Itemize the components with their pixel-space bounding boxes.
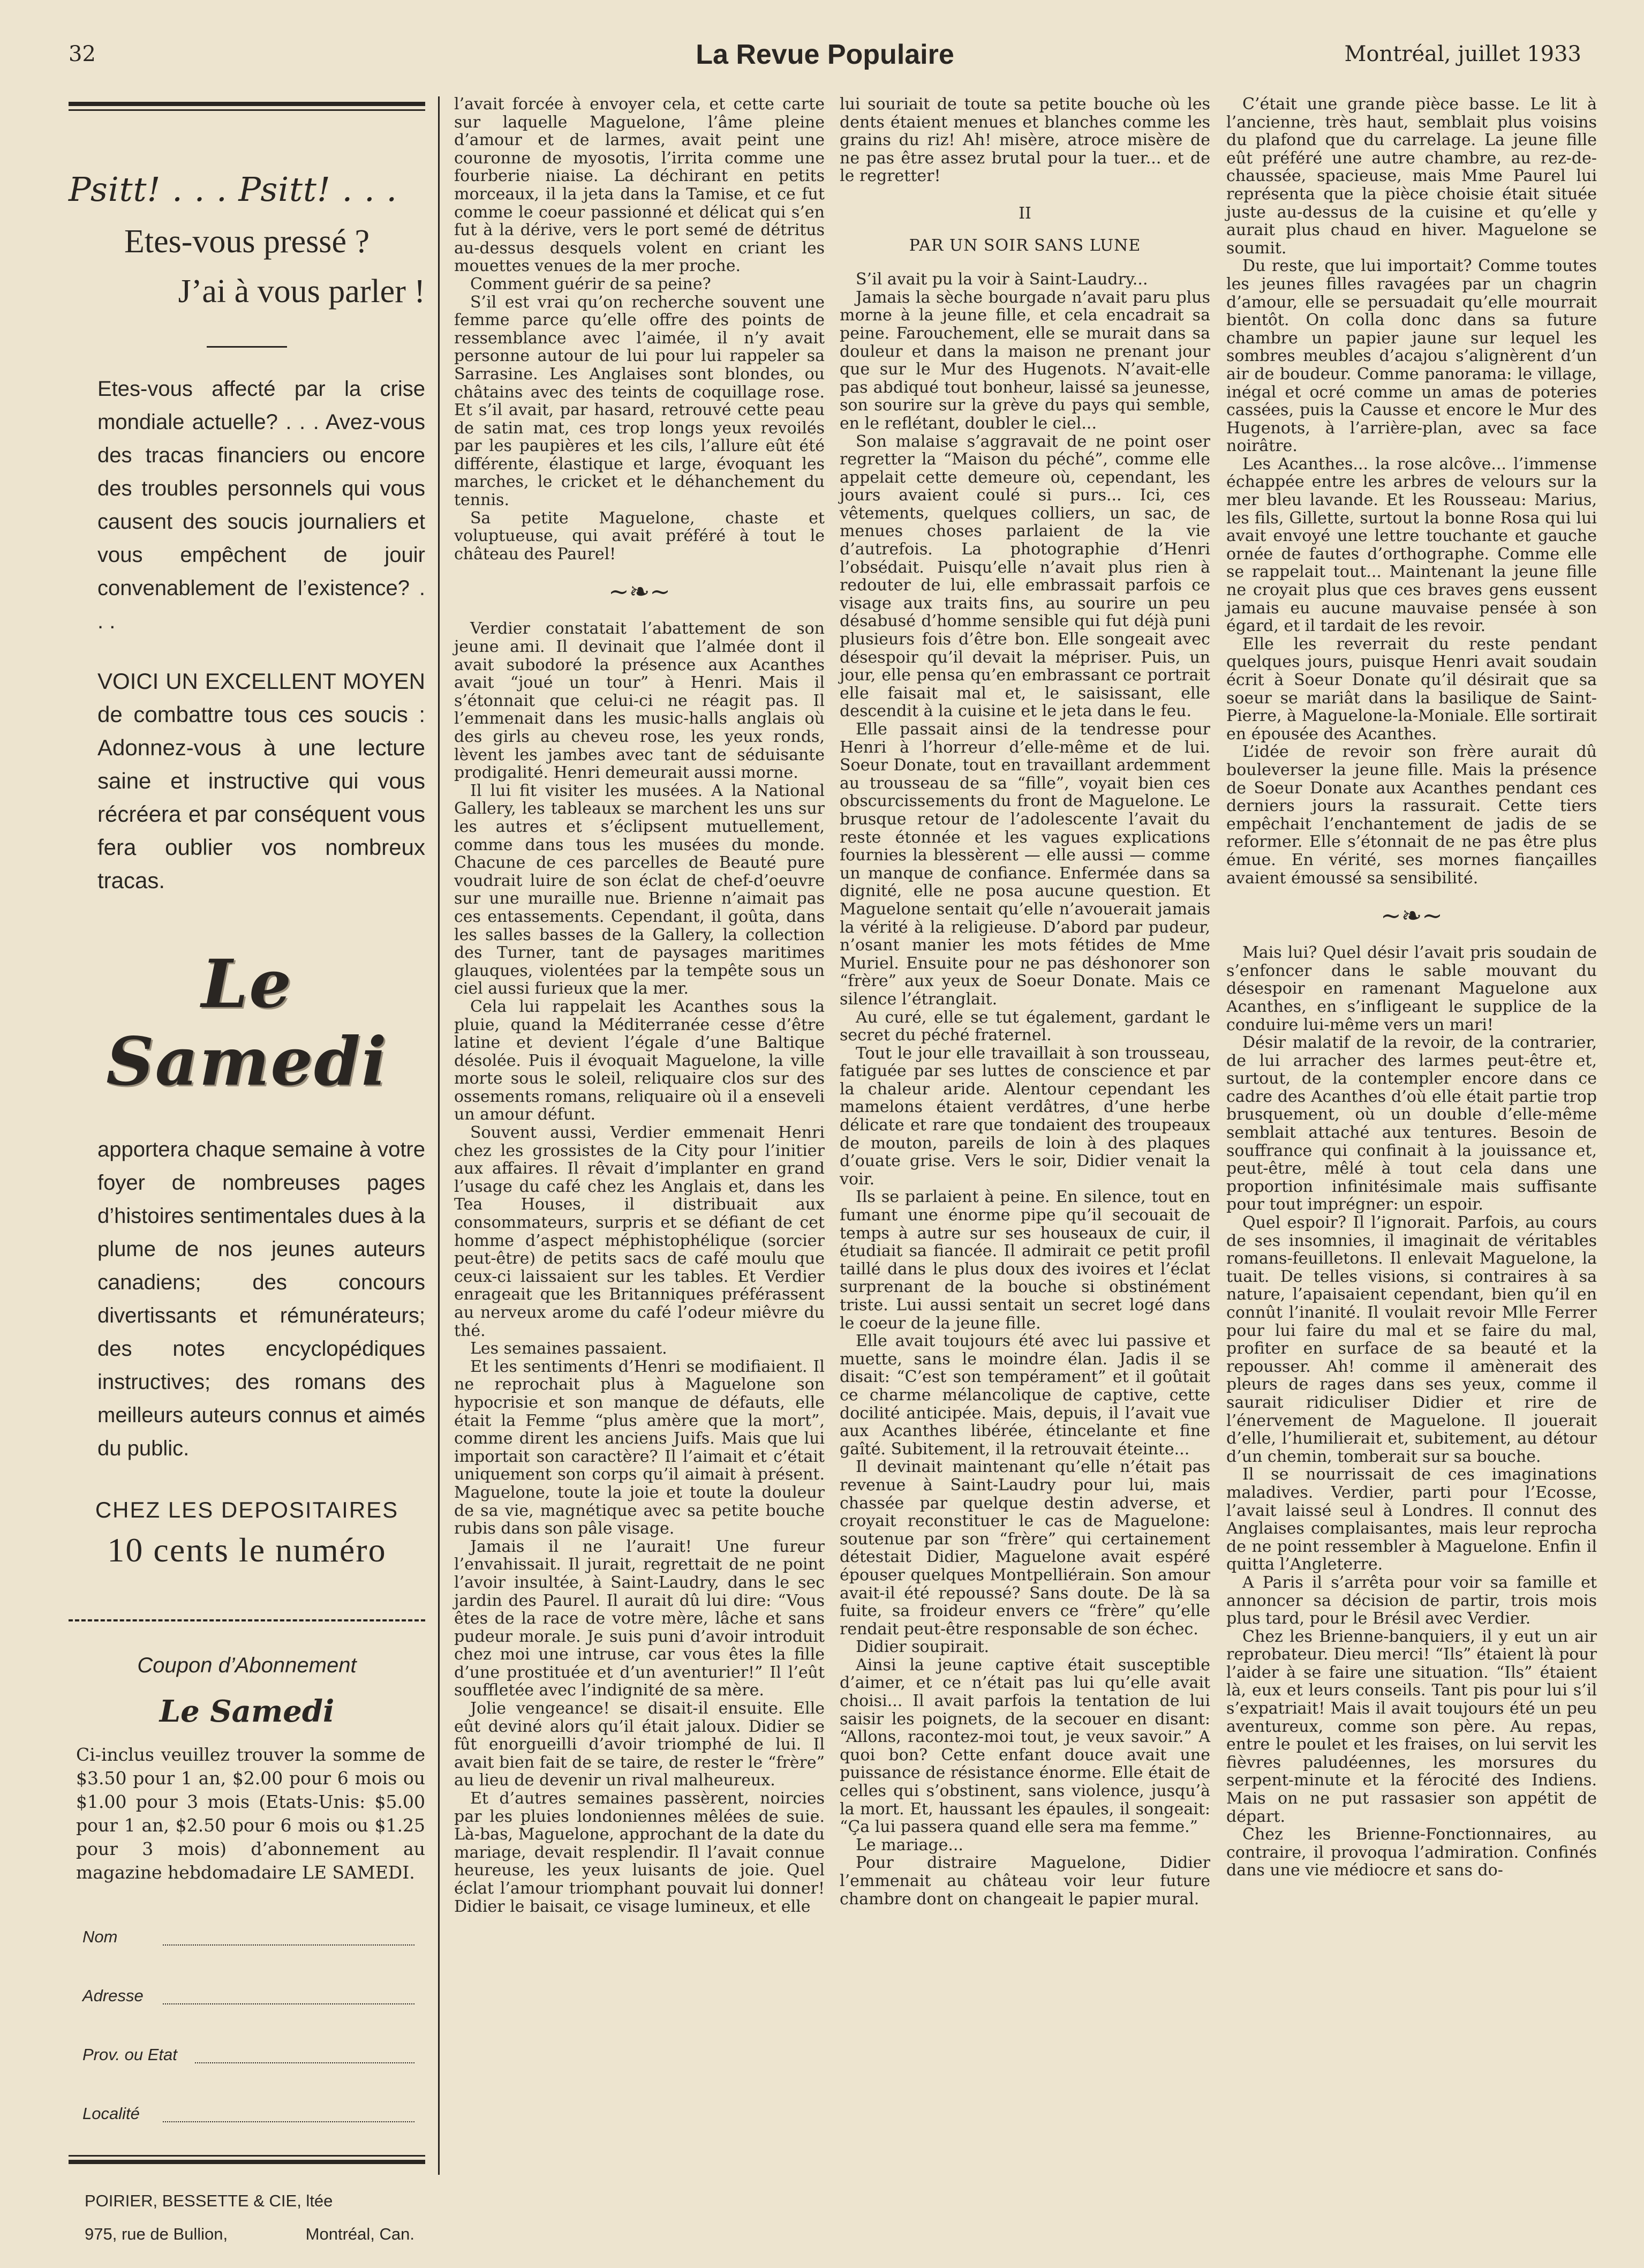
- story-paragraph: Au curé, elle se tut également, gardant le secret du péché fraternel.: [840, 1008, 1210, 1045]
- field-label: Localité: [82, 2104, 140, 2123]
- section-ornament: ~❧~: [1381, 901, 1443, 930]
- col1b-text: [454, 620, 825, 1916]
- story-paragraph: Chez les Brienne-banquiers, il y eut un air reprobateur. Dieu merci! “Ils” étaient là pour l’aider à se faire une situation. “Ils” étaient là, eux et leurs conseils. Tant pis pour lui s’il s’expatriait! Mais il avait toujours été un peu aventureux, comme son père. Au repas, entre le poulet et les fraises, on lui servit les fièvres paludéennes, les morsures du serpent-minute et la férocité des Indiens. Mais on ne put rassasier son appétit de départ.: [1226, 1627, 1597, 1826]
- story-paragraph: Jamais il ne l’aurait! Une fureur l’envahissait. Il jurait, regrettait de ne point l’avoir insultée, à Saint-Laudry, dans le sec jardin des Paurel. Il aurait dû lui dire: “Vous êtes de la race de votre mère, lâche et sans pudeur morale. Je suis puni d’avoir introduit chez moi une intruse, car vous êtes la fille d’une prostituée et d’un aventurier!” Il l’eût souffletée avec l’indignité de sa mère.: [454, 1537, 825, 1700]
- story-paragraph: Désir malatif de la revoir, de la contrarier, de lui arracher des larmes peut-être et, surtout, de la contempler encore dans ce cadre des Acanthes d’où elle était partie trop brusquement, où un double d’elle-même semblait attaché aux tentures. Besoin de souffrance qui confinait à la jouissance et, peut-être, mêlé à tout cela dans une proportion infinitésimale mais suffisante pour tout imprégner: un espoir.: [1226, 1033, 1597, 1214]
- col1-text: [454, 95, 825, 563]
- story-paragraph: Le mariage...: [856, 1835, 963, 1854]
- ad-divider: [207, 346, 287, 348]
- ad-top-rule: [69, 102, 425, 106]
- coupon-field-localite[interactable]: [82, 2083, 425, 2142]
- coupon-cut-line: [69, 1619, 425, 1621]
- dotted-line: [163, 2121, 414, 2122]
- story-paragraph: Chez les Brienne-Fonctionnaires, au contraire, il provoqua l’admiration. Confinés dans une vie médiocre et sans do-: [1226, 1825, 1597, 1880]
- section-title: PAR UN SOIR SANS LUNE: [909, 236, 1141, 255]
- story-paragraph: S’il avait pu la voir à Saint-Laudry...: [856, 270, 1148, 289]
- coupon-field-nom[interactable]: [82, 1906, 425, 1965]
- story-paragraph: Quel espoir? Il l’ignorait. Parfois, au cours de ses insomnies, il imaginait de véritables romans-feuilletons. Il enlevait Maguelone, la tuait. De telles visions, si contraires à sa nature, l’apaisaient cependant, bien qu’il en connût l’inanité. Il voulait revoir Mlle Ferrer pour lui faire du mal et se faire du mal, profiter en surface de sa beauté et la repousser. Ah! comme il amènerait des pleurs de rages dans ses yeux, comme il saurait ridiculiser Didier et rire de l’énervement de Maguelone. Il jouerait d’elle, l’humilierait et, subitement, au détour d’un chemin, tomberait sur sa bouche.: [1226, 1213, 1597, 1466]
- story-paragraph: Son malaise s’aggravait de ne point oser regretter la “Maison du péché”, comme elle appelait cette demeure où, cependant, les jours avaient coulé si purs... Ici, ces vêtements, quelques colliers, un sac, de menues choses parlaient de la vie d’autrefois. La photographie d’Henri l’obsédait. Puisqu’elle n’avait plus rien à redouter de lui, elle embrassait parfois ce visage aux traits fins, au sourire un peu désabusé d’homme sensible qui fut déjà puni plusieurs fois d’être bon. Elle songeait avec désespoir qu’il devait la mépriser. Puis, un jour, elle pensa qu’en embrassant ce portrait elle faisait mal et, le saisissant, elle descendit à la cuisine et le jeta dans le feu.: [840, 432, 1210, 721]
- ad-psitt: Psitt! . . . Psitt! . . .: [69, 170, 398, 209]
- story-paragraph: Pour distraire Maguelone, Didier l’emmenait au château voir leur future chambre dont on changeait le papier mural.: [840, 1853, 1210, 1909]
- le-samedi-logo: Le Samedi: [106, 945, 388, 1101]
- story-paragraph: Cela lui rappelait les Acanthes sous la pluie, quand la Méditerranée cesse d’être latine et devient l’égale d’une Baltique désolée. Puis il évoquait Maguelone, la ville morte sous le soleil, reliquaire clos sur des ossements romans, reliquaire où il a enseveli un amour défunt.: [454, 997, 825, 1124]
- field-label: Prov. ou Etat: [82, 2045, 177, 2064]
- page-number: 32: [69, 42, 96, 66]
- story-paragraph: Et les sentiments d’Henri se modifiaient. Il ne reprochait plus à Maguelone son hypocrisie et son manque de défauts, elle était la Femme “plus amère que la mort”, comme dirent les anciens Juifs. Mais que lui importait son caractère? Il l’aimait et c’était uniquement son corps qu’il aimait à présent. Maguelone, toute la joie et toute la douleur de sa vie, magnétique avec sa petite bouche rubis dans son pâle visage.: [454, 1357, 825, 1538]
- story-paragraph: Ils se parlaient à peine. En silence, tout en fumant une énorme pipe qu’il secouait de temps à autre sur ses houseaux de cuir, il étudiait sa fiancée. Il admirait ce petit profil taillé dans le plus doux des ivoires et l’éclat surprenant de la bouche si obstinément triste. Lui aussi sentait un secret logé dans le coeur de la jeune fille.: [840, 1188, 1210, 1333]
- col2-text: [840, 95, 1210, 185]
- story-paragraph: A Paris il s’arrêta pour voir sa famille et annoncer sa décision de partir, trois mois plus tard, pour le Brésil avec Verdier.: [1226, 1573, 1597, 1628]
- col2b-text: [840, 271, 1210, 1908]
- col3-text: [1226, 95, 1597, 887]
- col3b-text: [1226, 944, 1597, 1880]
- dotted-line: [195, 2062, 414, 2063]
- ad-promise: apportera chaque semaine à votre foyer de nombreuses pages d’histoires sentimentales dues à la plume de nos jeunes auteurs canadiens; des concours divertissants et rémunérateurs; des notes encyclopédiques instructives; des romans des meilleurs auteurs connus et aimés du public.: [97, 1138, 425, 1460]
- publisher-address: 975, rue de Bullion,: [85, 2225, 228, 2243]
- column-rule: [438, 96, 440, 2175]
- coupon-field-province[interactable]: [82, 2024, 425, 2083]
- publisher-city: Montréal, Can.: [305, 2225, 414, 2243]
- section-ornament: ~❧~: [608, 577, 670, 606]
- story-paragraph: Verdier constatait l’abattement de son jeune ami. Il devinait que l’almée dont il avait subodoré la présence aux Acanthes avait “joué un tour” à Henri. Mais il s’étonnait que celui-ci ne réagit pas. Il l’emmenait dans les music-halls anglais où des girls au cheveu rose, les yeux ronds, lèvent les jambes avec tant de séduisante prodigalité. Henri demeurait aussi morne.: [454, 619, 825, 783]
- story-column-2: [840, 95, 1210, 1908]
- story-paragraph: S’il est vrai qu’on recherche souvent une femme parce qu’elle offre des points de ressemblance avec l’aimée, il n’y avait personne autour de lui pour lui rappeler sa Sarrasine. Les Anglaises sont blondes, ou châtains avec des teints de coquillage rose. Et s’il avait, par hasard, retrouvé cette peau de satin mat, ces trop longs yeux revoilés par les paupières et les cils, l’allure eût été différente, élastique et large, évoquant les marches, le cricket et le déhanchement du tennis.: [454, 292, 825, 510]
- story-paragraph: Il lui fit visiter les musées. A la National Gallery, les tableaux se marchent les uns sur les autres et s’éclipsent mutuellement, comme dans tous les musées du monde. Chacune de ces parcelles de Beauté pure voudrait luire de son éclat de chef-d’oeuvre sur une muraille nue. Brienne n’aimait pas ces entassements. Cependant, il goûta, dans les salles basses de la Gallery, la collection des Turner, tant de paysages maritimes glauques, violentées par la tempête sous un ciel aussi furieux que la mer.: [454, 781, 825, 998]
- story-paragraph: Elle avait toujours été avec lui passive et muette, sans le moindre élan. Jadis il se disait: “C’est son tempérament” et il goûtait ce charme mélancolique de captive, cette docilité anticipée. Mais, depuis, il l’avait vue aux Acanthes libérée, étincelante et fine gaîté. Subitement, il la retrouvait éteinte...: [840, 1332, 1210, 1459]
- story-paragraph: Sa petite Maguelone, chaste et voluptueuse, qui avait préféré à tout le château des Paurel!: [454, 508, 825, 564]
- story-paragraph: Tout le jour elle travaillait à son trousseau, fatiguée par ses luttes de conscience et par la chaleur aride. Alentour cependant les mamelons étaient verdâtres, d’une herbe délicate et rare que tondaient des troupeaux de mouton, pareils de loin à des plaques d’ouate grise. Vers le soir, Didier venait la voir.: [840, 1043, 1210, 1189]
- samedi-advertisement: [69, 102, 425, 2243]
- story-paragraph: Jamais la sèche bourgade n’avait paru plus morne à la jeune fille, et cela encadrait sa peine. Farouchement, elle se murait dans sa douleur et dans la maison ne prenant jour que sur le Mur des Hugenots. N’avait-elle pas abdiqué tout bonheur, laissé sa jeunesse, son sourire sur la grève du pays qui semble, en le reflétant, doubler le ciel...: [840, 288, 1210, 433]
- ad-intro: Etes-vous affecté par la crise mondiale actuelle? . . . Avez-vous des tracas financiers ou encore des troubles personnels qui vous causent des soucis journaliers et vous empêchent de jouir convenablement de l’existence? . . .: [97, 377, 425, 633]
- story-paragraph: Comment guérir de sa peine?: [470, 274, 711, 294]
- story-paragraph: Didier soupirait.: [856, 1638, 990, 1657]
- ad-offer: VOICI UN EXCELLENT MOYEN de combattre tous ces soucis : Adonnez-vous à une lecture saine et instructive qui vous récréera et par conséquent vous fera oublier vos nombreux tracas.: [97, 669, 425, 893]
- publisher-name: POIRIER, BESSETTE & CIE, ltée: [85, 2191, 333, 2210]
- story-paragraph: Il se nourrissait de ces imaginations maladives. Verdier, parti pour l’Ecosse, l’avait laissé seul à Londres. Il connut des Anglaises complaisantes, mais leur reprocha de ne point ressembler à Maguelone. Enfin il quitta l’Angleterre.: [1226, 1465, 1597, 1574]
- story-column-3: [1226, 95, 1597, 1880]
- coupon-logo: Le Samedi: [159, 1694, 335, 1729]
- ad-top-rule-thin: [69, 109, 425, 111]
- dateline: Montréal, juillet 1933: [1344, 42, 1581, 66]
- ad-price: 10 cents le numéro: [107, 1531, 387, 1569]
- running-header: [69, 39, 1581, 79]
- story-paragraph: Elle les reverrait du reste pendant quelques jours, puisque Henri avait soudain écrit à Soeur Donate qu’il désirait que sa soeur se mariât dans la basilique de Saint-Pierre, à Maguelone-la-Moniale. Elle sortirait en épousée des Acanthes.: [1226, 634, 1597, 744]
- story-paragraph: lui souriait de toute sa petite bouche où les dents étaient menues et blanches comme les grains du riz! Ah! misère, atroce misère de ne pas être assez brutal pour la tuer... et de le regretter!: [840, 95, 1210, 186]
- story-paragraph: Elle passait ainsi de la tendresse pour Henri à l’horreur d’elle-même et de lui. Soeur Donate, tout en travaillant ardemment au trousseau de sa “fille”, voyait bien ces obscurcissements du front de Maguelone. Le brusque retour de l’adolescente l’avait du reste étonnée et les vagues explications fournies la blessèrent — elle aussi — comme un manque de confiance. Enfermée dans sa dignité, elle ne posa aucune question. Et Maguelone sentait qu’elle n’avouerait jamais la vérité à la religieuse. D’abord par pudeur, n’osant manier les mots fétides de Mme Muriel. Ensuite pour ne pas déshonorer son “frère” aux yeux de Soeur Donate. Mais ce silence l’étranglait.: [840, 720, 1210, 1009]
- story-paragraph: Ainsi la jeune captive était susceptible d’aimer, et ce n’était pas lui qu’elle avait choisi... Il avait parfois la tentation de lui saisir les poignets, de la secouer en disant: “Allons, racontez-moi tout, je veux savoir.” A quoi bon? Cette enfant douce avait une puissance de résistance énorme. Elle était de celles qui s’obstinent, sans violence, jusqu’à la mort. Et, haussant les épaules, il songeait: “Ça lui passera quand elle sera ma femme.”: [840, 1655, 1210, 1837]
- section-number: II: [1019, 204, 1031, 223]
- coupon-field-adresse[interactable]: [82, 1965, 425, 2024]
- story-paragraph: l’avait forcée à envoyer cela, et cette carte sur laquelle Maguelone, l’âme pleine d’amour et de larmes, avait peint une couronne de myosotis, l’irrita comme une fourberie niaise. La déchirant en petits morceaux, il la jeta dans la Tamise, et ce fut comme le coeur passionné et délicat qui s’en fut à la dérive, vers le port semé de détritus au-dessus desquels volent en criant les mouettes venues de la mer proche.: [454, 95, 825, 276]
- ad-chez-depositaires: CHEZ LES DEPOSITAIRES: [95, 1497, 399, 1522]
- ad-press-line-1: Etes-vous pressé ?: [124, 223, 369, 260]
- story-paragraph: Et d’autres semaines passèrent, noircies par les pluies londoniennes mêlées de suie. Là-bas, Maguelone, approchant de la date du mariage, devait resplendir. Il l’avait connue heureuse, les yeux luisants de joie. Quel éclat l’amour triomphant pouvait lui donner! Didier le baisait, ce visage lumineux, et elle: [454, 1789, 825, 1916]
- dotted-line: [163, 2003, 414, 2004]
- field-label: Adresse: [82, 1986, 144, 2005]
- coupon-text: Ci-inclus veuillez trouver la somme de $3.50 pour 1 an, $2.00 pour 6 mois ou $1.00 pour 3 mois (Etats-Unis: $5.00 pour 1 an, $2.50 pour 6 mois ou $1.25 pour 3 mois) d’abonnement au magazine hebdomadaire LE SAMEDI.: [76, 1744, 425, 1883]
- story-paragraph: Souvent aussi, Verdier emmenait Henri chez les grossistes de la City pour l’initier aux affaires. Il rêvait d’implanter en grand l’usage du café chez les Anglais et, dans les Tea Houses, il distribuait aux consommateurs, surpris et se défiant de cet homme d’aspect méphistophélique (sorcier peut-être) de petits sacs de café moulu que ceux-ci laissaient sur les tables. Et Verdier enrageait que les Britanniques préférassent au nerveux arome du café l’odeur miêvre du thé.: [454, 1123, 825, 1340]
- coupon-title: Coupon d’Abonnement: [137, 1654, 357, 1677]
- story-paragraph: Jolie vengeance! se disait-il ensuite. Elle eût deviné alors qu’il était jaloux. Didier se fût enorgueilli d’avoir triomphé de lui. Il avait bien fait de se taire, de rester le “frère” au lieu de devenir un rival malheureux.: [454, 1699, 825, 1790]
- story-paragraph: Du reste, que lui importait? Comme toutes les jeunes filles ravagées par un chagrin d’amour, elle se persuadait qu’elle mourrait bientôt. On colla donc dans sa future chambre un papier jaune sur lequel les sombres meubles d’acajou s’alignèrent d’un air de boudeur. Comme panorama: le village, inégal et ocré comme un amas de poteries cassées, puis la Causse et encore le Mur des Hugenots, à l’arrière-plan, avec sa face noirâtre.: [1226, 257, 1597, 456]
- story-paragraph: Les Acanthes... la rose alcôve... l’immense échappée entre les arbres de velours sur la mer bleu lavande. Et les Rousseau: Marius, les fils, Gillette, surtout la bonne Rosa qui lui avait envoyé une lettre touchante et gauche ornée de fautes d’orthographe. Comme elle se rappelait tout... Maintenant la jeune fille ne croyait plus que ces braves gens eussent jamais eu aucune mauvaise pensée à son égard, et il tardait de les revoir.: [1226, 454, 1597, 636]
- ad-bottom-rule: [69, 2152, 425, 2164]
- field-label: Nom: [82, 1927, 118, 1946]
- story-paragraph: Il devinait maintenant qu’elle n’était pas revenue à Saint-Laudry pour lui, mais chassée par quelque destin adverse, et croyait reconstituer le cas de Maguelone: soutenue par son “frère” qui certainement détestait Didier, Maguelone avait espéré épouser quelques Montpelliérain. Son amour avait-il été repoussé? Sans doute. De là sa fuite, sa froideur envers ce “frère” qu’elle rendait peut-être responsable de son échec.: [840, 1458, 1210, 1639]
- story-paragraph: Les semaines passaient.: [470, 1339, 667, 1358]
- ad-press-line-2: J’ai à vous parler !: [178, 273, 425, 310]
- masthead-title: La Revue Populaire: [696, 39, 954, 70]
- dotted-line: [163, 1944, 414, 1946]
- story-column-1: [454, 95, 825, 1916]
- publisher-block: [85, 2184, 425, 2251]
- story-paragraph: L’idée de revoir son frère aurait dû bouleverser la jeune fille. Mais la présence de Soeur Donate aux Acanthes pendant ces derniers jours la rassurait. Cette tiers empêchait l’enchantement de jadis de se reformer. Elle s’étonnait de ne pas être plus émue. En vérité, ses mornes fiançailles avaient émoussé sa sensibilité.: [1226, 742, 1597, 888]
- story-paragraph: Mais lui? Quel désir l’avait pris soudain de s’enfoncer dans le sable mouvant du désespoir en ramenant Maguelone aux Acanthes, en s’infligeant le supplice de la conduire lui-même vers un mari!: [1226, 943, 1597, 1034]
- story-paragraph: C’était une grande pièce basse. Le lit à l’ancienne, très haut, semblait plus voisins du plafond que du carrelage. La jeune fille eût préféré une autre chambre, au rez-de-chaussée, spacieuse, mais Mme Paurel lui représenta que la pièce choisie était située juste au-dessus de la cuisine et qu’elle y aurait plus chaud en hiver. Maguelone se soumit.: [1226, 95, 1597, 258]
